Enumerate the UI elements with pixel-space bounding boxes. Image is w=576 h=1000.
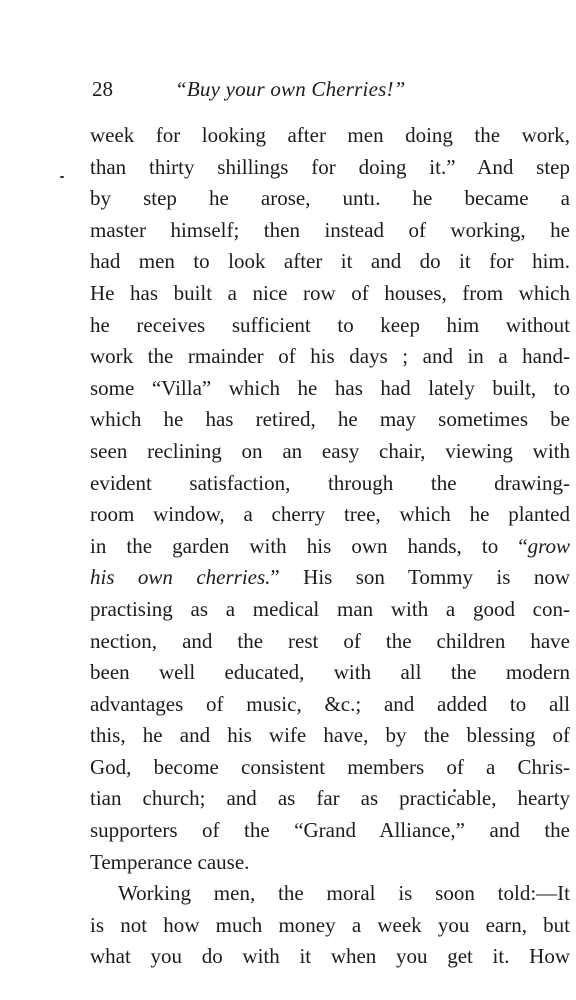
italic-phrase: his own cherries. bbox=[90, 565, 271, 590]
text-line: in the garden with his own hands, to “grow bbox=[90, 533, 570, 558]
text-line: some “Villa” which he has had lately built, to bbox=[90, 375, 570, 400]
running-title: “Buy your own Cherries!” bbox=[175, 77, 406, 101]
text-line: by step he arose, untı. he became a bbox=[90, 186, 570, 211]
text-line: he receives sufficient to keep him without bbox=[90, 312, 570, 337]
text-line: room window, a cherry tree, which he planted bbox=[90, 502, 570, 527]
text-line: practising as a medical man with a good con- bbox=[90, 596, 570, 621]
text-line: work the rmainder of his days ; and in a hand- bbox=[90, 344, 570, 369]
text-line: what you do with it when you get it. How bbox=[90, 944, 570, 969]
body-text bbox=[90, 120, 570, 973]
margin-mark bbox=[60, 176, 64, 178]
text-line: evident satisfaction, through the drawing- bbox=[90, 470, 570, 495]
page-number: 28 bbox=[92, 77, 113, 101]
text-line: week for looking after men doing the work, bbox=[90, 123, 570, 147]
text-line: God, become consistent members of a Chris- bbox=[90, 754, 570, 779]
text-line: been well educated, with all the modern bbox=[90, 660, 570, 685]
text-line: advantages of music, &c.; and added to all bbox=[90, 691, 570, 716]
text-line: Temperance cause. bbox=[90, 849, 250, 874]
text-line: than thirty shillings for doing it.” And step bbox=[90, 154, 570, 179]
page-header bbox=[92, 74, 542, 104]
text-line: nection, and the rest of the children have bbox=[90, 628, 570, 653]
text-line: which he has retired, he may sometimes be bbox=[90, 407, 570, 432]
text-line: supporters of the “Grand Alliance,” and the bbox=[90, 818, 570, 843]
text-line: his own cherries.” His son Tommy is now bbox=[90, 565, 570, 590]
text-line: Working men, the moral is soon told:—It bbox=[118, 881, 570, 906]
text-line: tian church; and as far as practicable, hearty bbox=[90, 786, 570, 811]
text-line: had men to look after it and do it for him. bbox=[90, 249, 570, 274]
text-line: is not how much money a week you earn, but bbox=[90, 912, 570, 937]
text-line: master himself; then instead of working, he bbox=[90, 217, 570, 242]
text-line: seen reclining on an easy chair, viewing with bbox=[90, 438, 570, 463]
italic-phrase: grow bbox=[527, 533, 570, 558]
text-line: He has built a nice row of houses, from which bbox=[90, 280, 570, 305]
text-line: this, he and his wife have, by the blessing of bbox=[90, 723, 570, 748]
